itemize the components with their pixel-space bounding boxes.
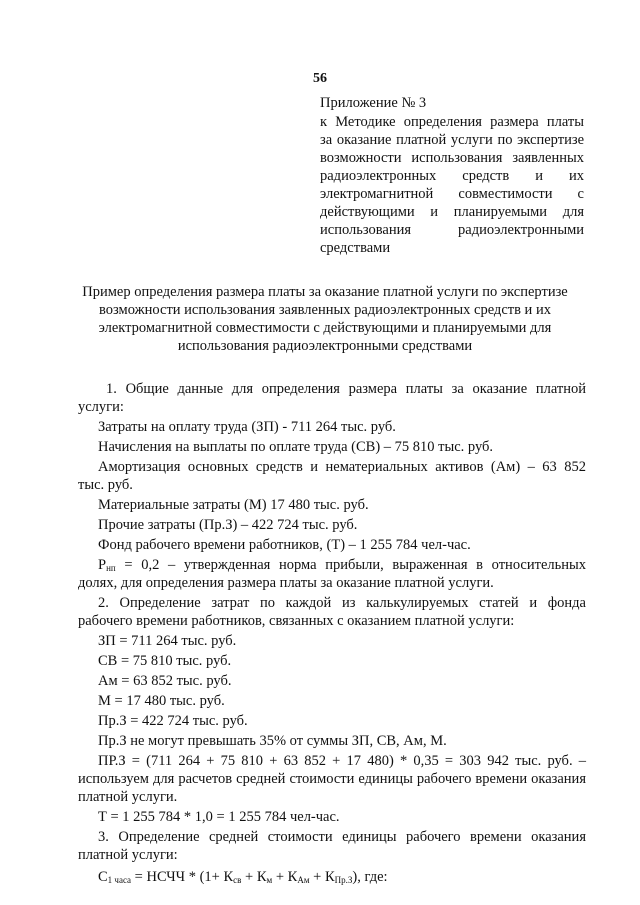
heading-line: использования радиоэлектронными средствами [177, 338, 473, 354]
formula-c-sub: 1 часа [107, 875, 132, 885]
section-1-line: услуги: [78, 399, 124, 415]
appendix-line: возможности использования заявленных [320, 150, 584, 166]
appendix-line: использования радиоэлектронными [320, 222, 584, 238]
formula-sub: св [233, 875, 242, 885]
appendix-line: радиоэлектронных средств и их [320, 168, 584, 184]
limit-line: Пр.З не могут превышать 35% от суммы ЗП, СВ, Ам, М. [98, 733, 447, 749]
appendix-line: к Методике определения размера платы [320, 114, 584, 130]
value-zp: ЗП = 711 264 тыс. руб. [98, 633, 237, 649]
section-1-line: 1. Общие данные для определения размера платы за оказание платной [106, 381, 586, 397]
appendix-line: действующими и планируемыми для [320, 204, 584, 220]
t-calc-line: Т = 1 255 784 * 1,0 = 1 255 784 чел-час. [98, 809, 340, 825]
page-number: 56 [313, 71, 327, 86]
formula-part: + К [241, 869, 267, 885]
value-am: Ам = 63 852 тыс. руб. [98, 673, 232, 689]
p-text: = 0,2 – утвержденная норма прибыли, выраженная в относительных [115, 557, 586, 573]
document-heading [60, 283, 590, 355]
sv-line: Начисления на выплаты по оплате труда (СВ) – 75 810 тыс. руб. [98, 439, 494, 455]
formula-part: = НСЧЧ * (1+ К [131, 869, 234, 885]
document-body [78, 380, 586, 886]
formula-c: С [98, 869, 108, 885]
prz-line: Прочие затраты (Пр.З) – 422 724 тыс. руб. [98, 517, 358, 533]
am-line: Амортизация основных средств и нематериальных активов (Ам) – 63 852 [98, 459, 586, 475]
calc-line: используем для расчетов средней стоимости единицы рабочего времени оказания [78, 771, 586, 787]
appendix-line: за оказание платной услуги по экспертизе [320, 132, 584, 148]
formula-part: + К [272, 869, 298, 885]
m-line: Материальные затраты (М) 17 480 тыс. руб. [98, 497, 369, 513]
heading-line: Пример определения размера платы за оказание платной услуги по экспертизе [82, 284, 568, 300]
profit-norm-line [98, 556, 586, 574]
heading-line: электромагнитной совместимости с действующими и планируемыми для [98, 320, 552, 336]
appendix-line: электромагнитной совместимости с [320, 186, 584, 202]
appendix-block [320, 94, 584, 257]
section-3-line: 3. Определение средней стоимости единицы рабочего времени оказания [98, 829, 586, 845]
formula-sub: м [266, 875, 273, 885]
heading-line: возможности использования заявленных радиоэлектронных средств и их [99, 302, 551, 318]
p-symbol: Р [98, 557, 107, 573]
formula-part: ), где: [352, 869, 388, 885]
value-prz: Пр.З = 422 724 тыс. руб. [98, 713, 248, 729]
profit-norm-line: долях, для определения размера платы за оказание платной услуги. [78, 575, 494, 591]
formula-line [98, 868, 586, 886]
section-2-line: 2. Определение затрат по каждой из калькулируемых статей и фонда [98, 595, 586, 611]
appendix-title: Приложение № 3 [320, 95, 427, 111]
zp-line: Затраты на оплату труда (ЗП) - 711 264 тыс. руб. [98, 419, 396, 435]
section-3-line: платной услуги: [78, 847, 178, 863]
p-subscript: нп [106, 563, 116, 573]
calc-line: ПР.З = (711 264 + 75 810 + 63 852 + 17 480) * 0,35 = 303 942 тыс. руб. – [98, 753, 586, 769]
formula-sub: Пр.З [334, 875, 353, 885]
value-m: М = 17 480 тыс. руб. [98, 693, 225, 709]
value-sv: СВ = 75 810 тыс. руб. [98, 653, 232, 669]
am-line: тыс. руб. [78, 477, 133, 493]
formula-part: + К [309, 869, 335, 885]
calc-line: платной услуги. [78, 789, 178, 805]
appendix-line: средствами [320, 240, 391, 256]
formula-sub: Ам [297, 875, 310, 885]
section-2-line: рабочего времени работников, связанных с оказанием платной услуги: [78, 613, 515, 629]
t-line: Фонд рабочего времени работников, (Т) – 1 255 784 чел-час. [98, 537, 471, 553]
